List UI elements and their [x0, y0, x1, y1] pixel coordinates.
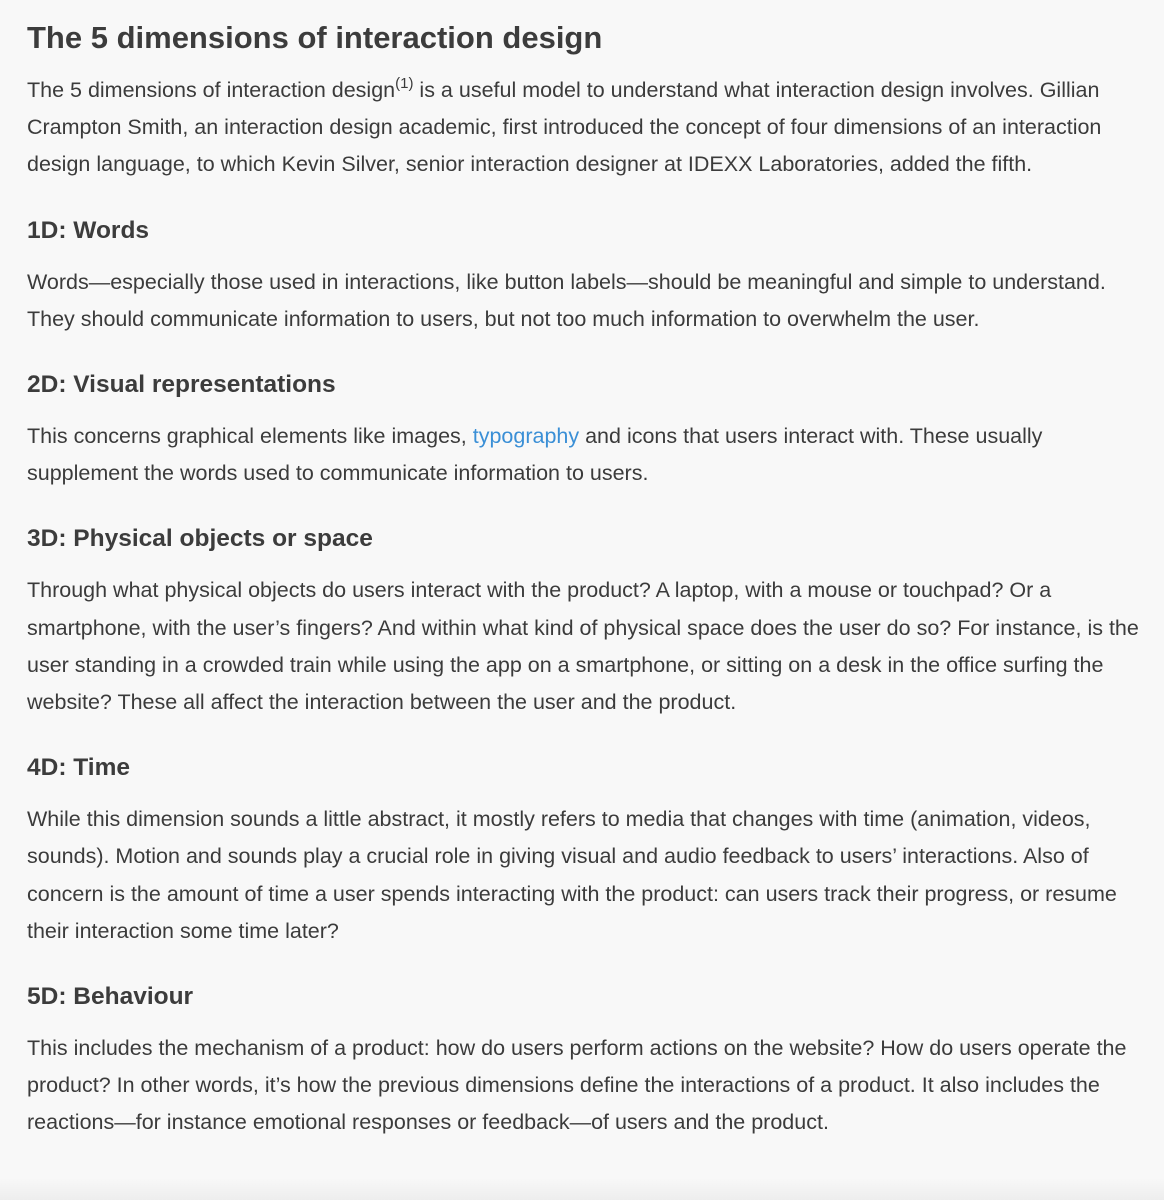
intro-text-start: The 5 dimensions of interaction design [27, 78, 396, 102]
section-physical-objects [27, 524, 1147, 721]
section-heading-visual-representations: 2D: Visual representations [27, 371, 336, 399]
section-heading-physical-objects: 3D: Physical objects or space [27, 525, 373, 553]
section-time [27, 753, 1147, 950]
section-body-time: While this dimension sounds a little abstract, it mostly refers to media that changes with time (animation, videos, sounds). Motion and sounds play a crucial role in giving visual and audio feedback to users’ interactions. Also of concern is the amount of time a user spends interacting with the product: can users track their progress, or resume their interaction some time later? [27, 807, 1117, 943]
typography-link[interactable]: typography [472, 424, 580, 449]
intro-text-rest: is a useful model to understand what interaction design involves. Gillian Crampton Smith, an interaction design academic, first introduced the concept of four dimensions of an interaction design language, to which Kevin Silver, senior interaction designer at IDEXX Laboratories, added the fifth. [27, 78, 1102, 177]
section-body-visual-representations [27, 418, 1147, 492]
intro-paragraph [27, 72, 1147, 184]
section-body-physical-objects: Through what physical objects do users interact with the product? A laptop, with a mouse or touchpad? Or a smartphone, with the user’s fingers? And within what kind of physical space does the user do so? For instance, is the user standing in a crowded train while using the app on a smartphone, or sitting on a desk in the office surfing the website? These all affect the interaction between the user and the product. [27, 578, 1139, 715]
section-words [27, 216, 1147, 338]
section-heading-words: 1D: Words [27, 216, 150, 244]
section-body-words: Words—especially those used in interactions, like button labels—should be meaningful and simple to understand. They should communicate information to users, but not too much information to overwhelm the user. [27, 269, 1106, 331]
section-body-behaviour: This includes the mechanism of a product: how do users perform actions on the website? How do users operate the product? In other words, it’s how the previous dimensions define the interactions of a product. It also includes the reactions—for instance emotional responses or feedback—of users and the product. [27, 1036, 1127, 1135]
footnote-marker[interactable]: (1) [395, 75, 414, 92]
page-title: The 5 dimensions of interaction design [27, 20, 603, 55]
section-behaviour [27, 982, 1147, 1142]
section-heading-time: 4D: Time [27, 754, 131, 782]
bottom-fade [0, 1178, 1164, 1200]
body-text-rest: and icons that users interact with. These usually supplement the words used to communicate information to users. [27, 424, 1043, 486]
section-visual-representations [27, 370, 1147, 492]
article [27, 0, 1147, 1142]
section-heading-behaviour: 5D: Behaviour [27, 983, 194, 1011]
body-text-start: This concerns graphical elements like images, [27, 424, 473, 449]
